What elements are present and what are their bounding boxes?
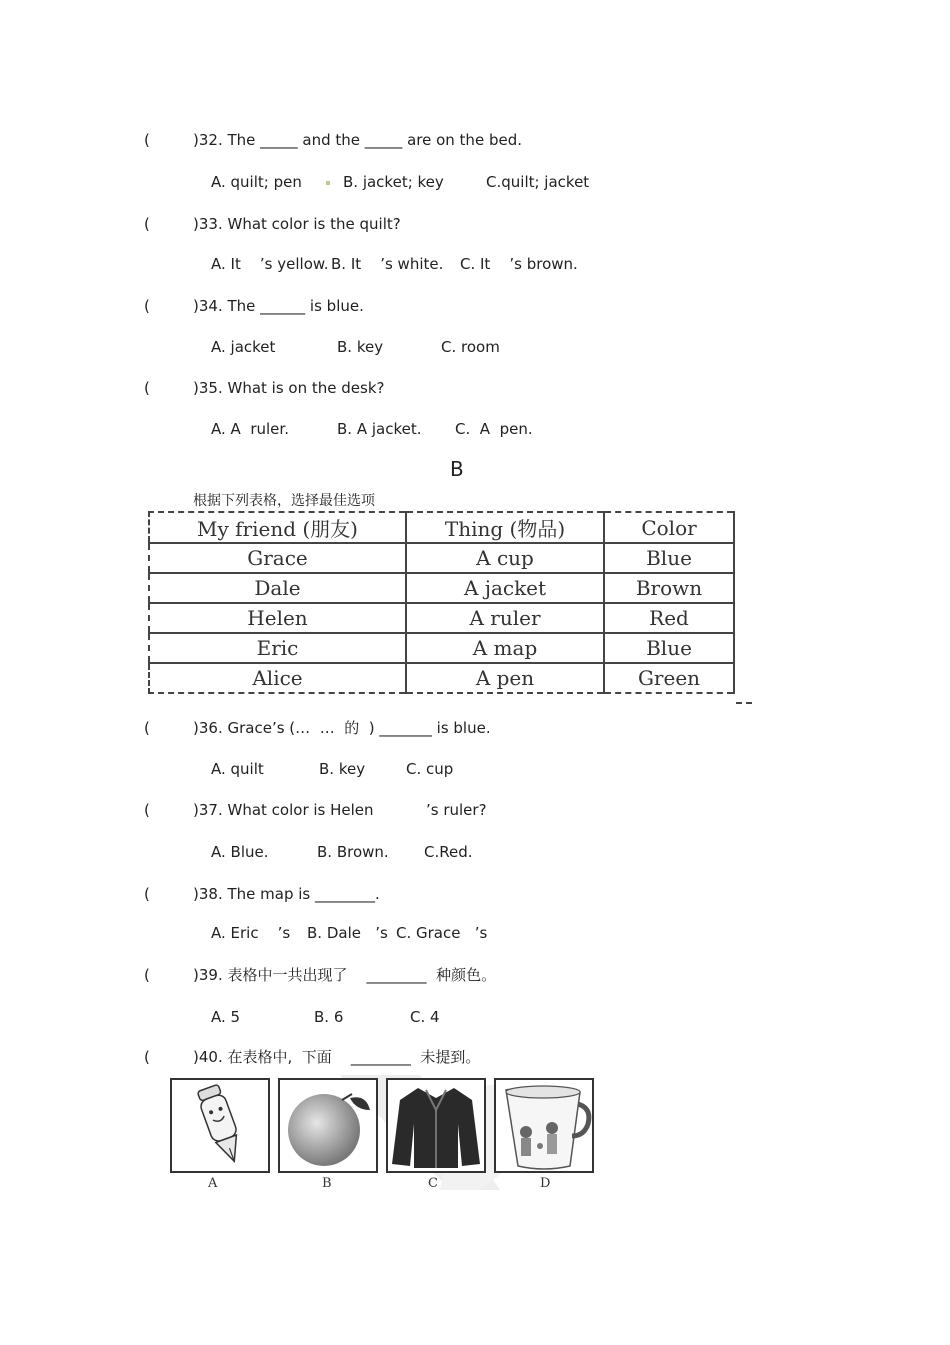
- table-row: [149, 633, 734, 663]
- picture-label-a: A: [208, 1176, 218, 1191]
- jacket-icon: [388, 1080, 484, 1171]
- option-c: C. 4: [410, 1008, 440, 1026]
- instruction-text: 根据下列表格，选择最佳选项: [193, 493, 375, 509]
- table-cell: Eric: [149, 633, 406, 663]
- table-cell: Brown: [604, 573, 734, 603]
- scan-speck: [326, 181, 330, 185]
- option-b: B. Brown.: [317, 843, 389, 861]
- picture-d: [494, 1078, 594, 1173]
- table-cell: A cup: [406, 543, 604, 573]
- table-cell: A jacket: [406, 573, 604, 603]
- option-c: C. room: [441, 338, 500, 356]
- answer-paren: (: [144, 885, 150, 903]
- option-a: A. 5: [211, 1008, 241, 1026]
- question-number-text: )39. 表格中一共出现了 ________ 种颜色。: [193, 966, 497, 984]
- picture-a: [170, 1078, 270, 1173]
- table-header-row: [149, 512, 734, 543]
- option-a: A. Eric ’s: [211, 924, 291, 942]
- option-a: A. It ’s yellow.: [211, 255, 329, 273]
- option-b: B. jacket; key: [343, 173, 444, 191]
- table-row: [149, 603, 734, 633]
- option-b: B. 6: [314, 1008, 344, 1026]
- answer-paren: (: [144, 297, 150, 315]
- picture-label-d: D: [540, 1176, 551, 1191]
- picture-label-b: B: [322, 1176, 332, 1191]
- option-c: C. A pen.: [455, 420, 533, 438]
- question-number-text: )35. What is on the desk?: [193, 379, 385, 397]
- option-c: C. cup: [406, 760, 454, 778]
- table-row: [149, 543, 734, 573]
- answer-paren: (: [144, 131, 150, 149]
- table-header-cell: Thing (物品): [406, 512, 604, 543]
- picture-label-c: C: [428, 1176, 438, 1191]
- table-cell: Helen: [149, 603, 406, 633]
- info-table: [148, 511, 735, 694]
- answer-paren: (: [144, 215, 150, 233]
- option-c: C. Grace ’s: [396, 924, 488, 942]
- question-number-text: )38. The map is ________.: [193, 885, 380, 903]
- orange-icon: [280, 1080, 376, 1171]
- question-number-text: )34. The ______ is blue.: [193, 297, 364, 315]
- answer-paren: (: [144, 966, 150, 984]
- table-cell: Red: [604, 603, 734, 633]
- option-b: B. It ’s white.: [331, 255, 444, 273]
- table-cell: A pen: [406, 663, 604, 693]
- pen-icon: [172, 1080, 268, 1171]
- question-number-text: )40. 在表格中, 下面 ________ 未提到。: [193, 1048, 481, 1066]
- option-c: C.quilt; jacket: [486, 173, 590, 191]
- cup-icon: [496, 1080, 592, 1171]
- option-a: A. jacket: [211, 338, 276, 356]
- question-number-text: )36. Grace’s (… … 的 ) _______ is blue.: [193, 719, 491, 737]
- option-b: B. key: [337, 338, 384, 356]
- option-c: C.Red.: [424, 843, 473, 861]
- picture-c: [386, 1078, 486, 1173]
- table-dashed-edge: [736, 702, 752, 704]
- option-b: B. key: [319, 760, 366, 778]
- question-number-text: )33. What color is the quilt?: [193, 215, 401, 233]
- option-a: A. Blue.: [211, 843, 269, 861]
- option-c: C. It ’s brown.: [460, 255, 578, 273]
- option-a: A. A ruler.: [211, 420, 289, 438]
- answer-paren: (: [144, 1048, 150, 1066]
- table-cell: A map: [406, 633, 604, 663]
- table-cell: Green: [604, 663, 734, 693]
- option-b: B. A jacket.: [337, 420, 422, 438]
- question-number-text: )37. What color is Helen ’s ruler?: [193, 801, 487, 819]
- option-a: A. quilt; pen: [211, 173, 302, 191]
- table-cell: Grace: [149, 543, 406, 573]
- table-header-cell: Color: [604, 512, 734, 543]
- table-row: [149, 573, 734, 603]
- answer-paren: (: [144, 801, 150, 819]
- picture-b: [278, 1078, 378, 1173]
- option-b: B. Dale ’s: [307, 924, 388, 942]
- answer-paren: (: [144, 719, 150, 737]
- table-header-cell: My friend (朋友): [149, 512, 406, 543]
- table-cell: Blue: [604, 543, 734, 573]
- answer-paren: (: [144, 379, 150, 397]
- question-number-text: )32. The _____ and the _____ are on the bed.: [193, 131, 522, 149]
- table-cell: Dale: [149, 573, 406, 603]
- table-cell: Alice: [149, 663, 406, 693]
- table-cell: Blue: [604, 633, 734, 663]
- section-heading: B: [450, 457, 464, 481]
- table-cell: A ruler: [406, 603, 604, 633]
- table-row: [149, 663, 734, 693]
- option-a: A. quilt: [211, 760, 264, 778]
